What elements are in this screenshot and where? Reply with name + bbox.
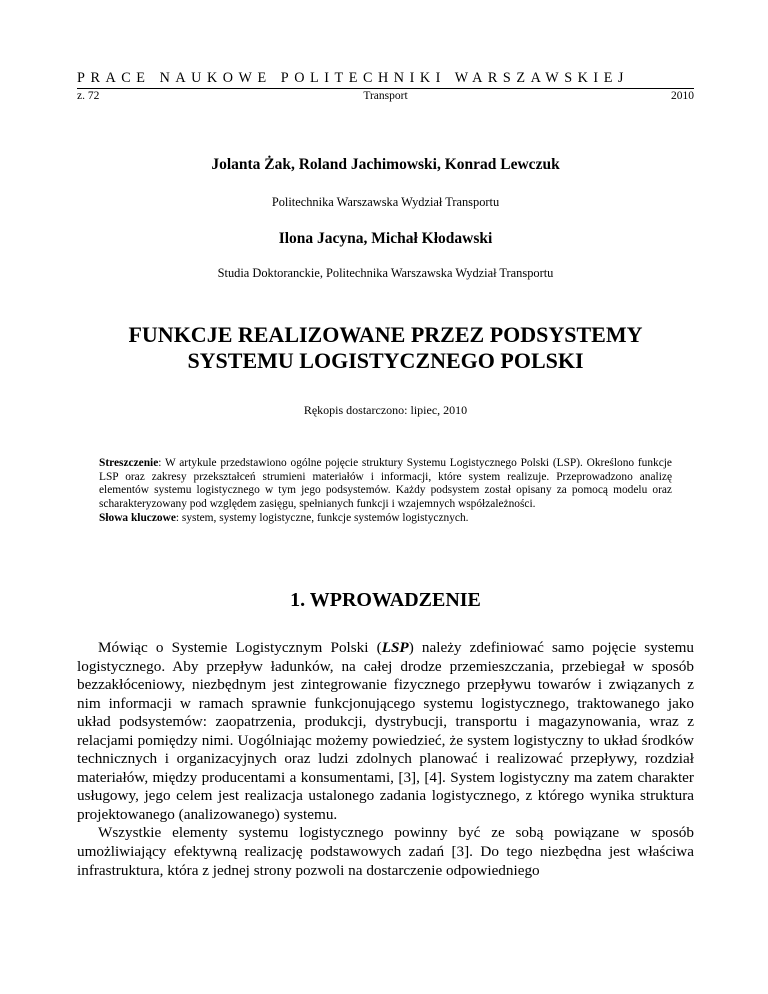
affiliation-2: Studia Doktoranckie, Politechnika Warszawska Wydział Transportu bbox=[217, 266, 554, 280]
affiliation-1: Politechnika Warszawska Wydział Transportu bbox=[271, 195, 500, 209]
title-line-2: SYSTEMU LOGISTYCZNEGO POLSKI bbox=[187, 348, 584, 373]
section-heading: 1. WPROWADZENIE bbox=[290, 589, 481, 611]
abstract-label: Streszczenie bbox=[99, 457, 159, 469]
abstract bbox=[99, 457, 672, 512]
abstract-block bbox=[99, 457, 672, 526]
paragraph-1 bbox=[77, 639, 694, 824]
header-rule bbox=[77, 88, 694, 89]
body-text bbox=[77, 639, 694, 880]
keywords-text: : system, systemy logistyczne, funkcje systemów logistycznych. bbox=[175, 511, 469, 524]
abstract-text: : W artykule przedstawiono ogólne pojęcie struktury Systemu Logistycznego Polski (LSP). Określono funkcje LSP oraz zakresy przekształceń strumieni materiałów i informacji, które system realizuje. Przeprowadzono analizę elementów systemu logistycznego w tym jego podsystemów. Każdy podsystem został opisany za pomocą modelu oraz scharakteryzowany pod względem zasięgu, spełnianych funkcji i wzajemnych współzależności. bbox=[99, 457, 672, 511]
paragraph-1-start: Mówiąc o Systemie Logistycznym Polski ( bbox=[98, 639, 382, 656]
keywords bbox=[99, 512, 672, 526]
series-name: Transport bbox=[363, 90, 408, 102]
authors-group-1: Jolanta Żak, Roland Jachimowski, Konrad Lewczuk bbox=[211, 156, 560, 173]
paragraph-2: Wszystkie elementy systemu logistycznego powinny być ze sobą powiązane w sposób umożliwiający efektywną realizację podstawowych zadań [3]. Do tego niezbędna jest właściwa infrastruktura, która z jednej strony pozwoli na dostarczenie odpowiedniego bbox=[77, 824, 694, 879]
paper-title bbox=[77, 322, 694, 374]
keywords-label: Słowa kluczowe bbox=[99, 511, 176, 524]
year: 2010 bbox=[671, 90, 694, 102]
authors-group-2: Ilona Jacyna, Michał Kłodawski bbox=[278, 230, 493, 247]
received-date: Rękopis dostarczono: lipiec, 2010 bbox=[303, 403, 468, 417]
issue-number: z. 72 bbox=[77, 90, 100, 102]
journal-name: PRACE NAUKOWE POLITECHNIKI WARSZAWSKIEJ bbox=[77, 70, 629, 86]
paragraph-1-rest: ) należy zdefiniować samo pojęcie systemu logistycznego. Aby przepływ ładunków, na całej drodze przemieszczania, przebiegał w sposób bezzakłóceniowy, niezbędnym jest zintegrowanie fizycznego przepływu towarów i związanych z nim informacji w ramach sprawnie funkcjonującego systemu logistycznego, traktowanego jako układ podsystemów: zaopatrzenia, produkcji, dystrybucji, transportu i magazynowania, wraz z relacjami pomiędzy nimi. Uogólniając możemy powiedzieć, że system logistyczny to układ środków technicznych i organizacyjnych oraz ludzi zdolnych planować i realizować przepływy, rozdział materiałów, między producentami a konsumentami, [3], [4]. System logistyczny ma zatem charakter usługowy, jego celem jest realizacja ustalonego zadania logistycznego, z którego wynika struktura projektowanego (analizowanego) systemu. bbox=[77, 639, 694, 823]
title-line-1: FUNKCJE REALIZOWANE PRZEZ PODSYSTEMY bbox=[128, 322, 643, 347]
lsp-acronym: LSP bbox=[381, 639, 409, 656]
